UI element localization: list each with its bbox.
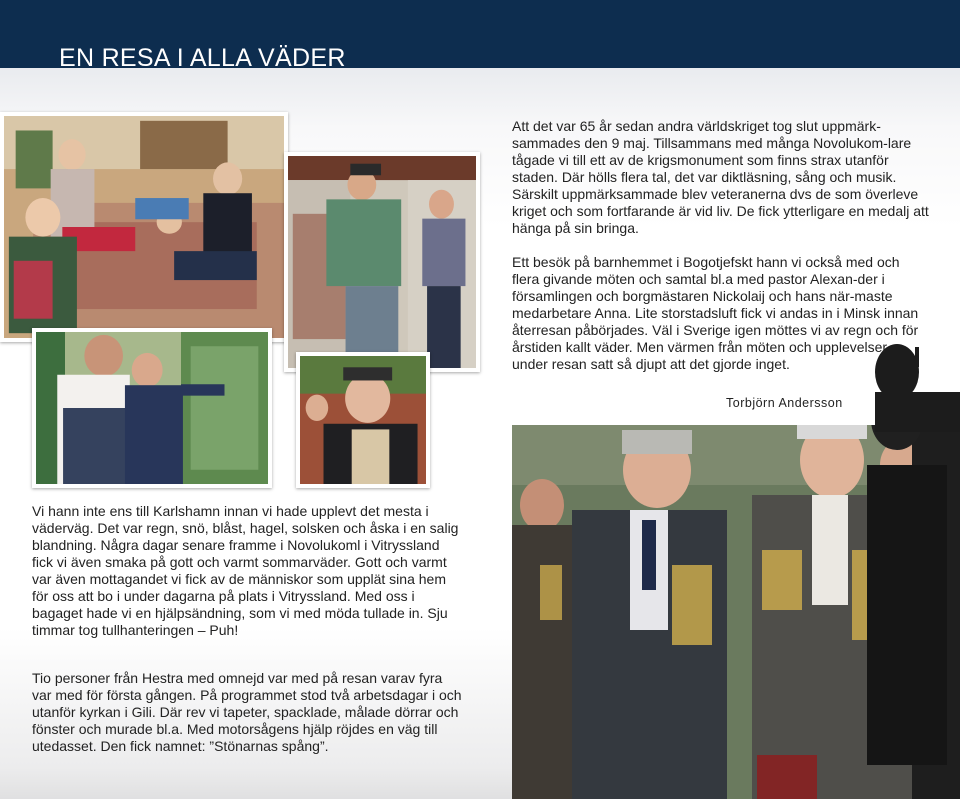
page-title: EN RESA I ALLA VÄDER [59,44,346,72]
article-paragraph-1: Att det var 65 år sedan andra världskriget tog slut uppmärk-sammades den 9 maj. Tillsammans med många Novolukom-lare tågade vi till ett av de krigsmonument som finns strax utanför staden. Där hölls flera tal, det var diktläsning, sång och musik. Särskilt uppmärksammade blev veteranerna dvs de som överleve kriget och som fortfarande är vid liv. De fick ytterligare en medalj att hänga på sin bringa. [512,118,929,236]
photo-men-at-brick-wall [284,152,480,372]
photo-old-man-waving [296,352,430,488]
article-paragraph-4: Tio personer från Hestra med omnejd var med på resan varav fyra var med för första gången. På programmet stod två arbetsdagar i och utanför kyrkan i Gili. Där rev vi tapeter, spacklade, målade dörrar och fönster och murade bl.a. Med motorsågens hjälp röjdes en väg till utedasset. Den fick namnet: ”Stönarnas spång”. [32,670,462,754]
photo-veterans-with-medals [512,425,960,799]
article-paragraph-3: Vi hann inte ens till Karlshamn innan vi hade upplevt det mesta i väderväg. Det var regn, snö, blåst, hagel, solsken och åska i en salig blandning. Några dagar senare framme i Novolukoml i Vitryssland fick vi även smaka på gott och varmt sommarväder. Gott och varmt var även mottagandet vi fick av de människor som upplät sina hem för oss att bo i under dagarna på plats i Vitryssland. Med oss i bagaget hade vi en hjälpsändning, som vi med möda tullade in. Sju timmar tog tullhanteringen – Puh! [32,503,459,638]
photo-men-painting-wall [32,328,272,488]
author-byline: Torbjörn Andersson [726,396,843,410]
photo-children-on-carpet [0,112,288,342]
article-paragraph-2: Ett besök på barnhemmet i Bogotjefskt hann vi också med och flera givande möten och samtal bl.a med pastor Alexan-der i församlingen och borgmästaren Nickolaij och hans när-maste medarbetare Anna. Lite storstadsluft fick vi andas in i Minsk innan återresan påbörjades. Väl i Sverige igen möttes vi av regn och för årstiden kallt väder. Men värmen från möten och upplevelser under resan satt så djupt att det gjorde inget. [512,254,919,372]
